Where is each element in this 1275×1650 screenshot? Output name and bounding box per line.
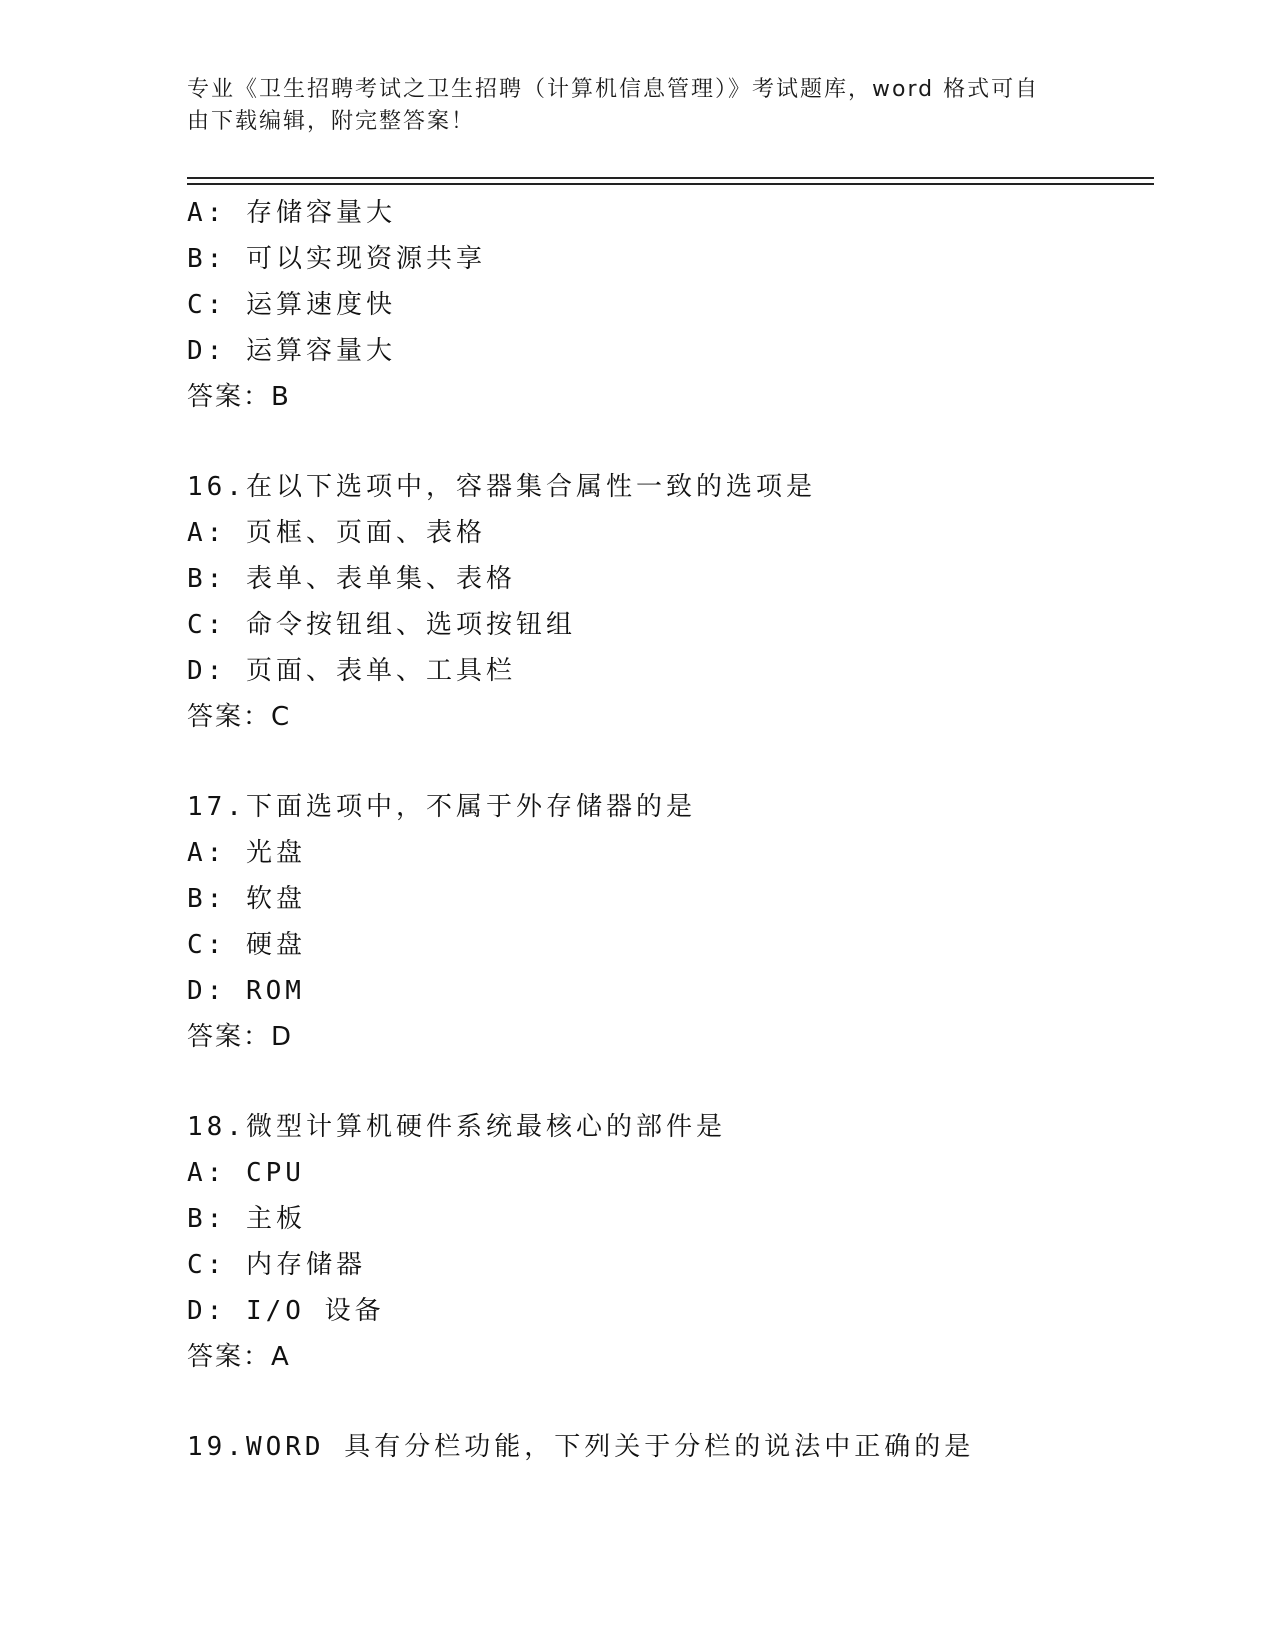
spacer (187, 1060, 1147, 1104)
question-text: 17.下面选项中，不属于外存储器的是 (187, 792, 696, 822)
option-b: B: 可以实现资源共享 (187, 244, 486, 274)
option-a: A: 存储容量大 (187, 198, 396, 228)
option-c: C: 命令按钮组、选项按钮组 (187, 610, 576, 640)
spacer (187, 1380, 1147, 1424)
document-header (187, 74, 1067, 138)
option-a: A: 光盘 (187, 838, 306, 868)
answer: 答案：C (187, 702, 292, 732)
option-b: B: 软盘 (187, 884, 306, 914)
option-d: D: 运算容量大 (187, 336, 396, 366)
question-19-block (187, 1424, 1147, 1470)
option-d: D: ROM (187, 976, 305, 1006)
spacer (187, 420, 1147, 464)
header-line-1: 专业《卫生招聘考试之卫生招聘（计算机信息管理）》考试题库，word 格式可自 (187, 77, 1040, 102)
question-text: 16.在以下选项中，容器集合属性一致的选项是 (187, 472, 816, 502)
header-divider-top (187, 177, 1154, 179)
option-b: B: 主板 (187, 1204, 306, 1234)
spacer (187, 740, 1147, 784)
header-line-2: 由下载编辑，附完整答案！ (187, 109, 476, 134)
question-17-block (187, 784, 1147, 1060)
option-c: C: 内存储器 (187, 1250, 366, 1280)
option-a: A: 页框、页面、表格 (187, 518, 486, 548)
header-divider-bottom (187, 183, 1154, 185)
option-b: B: 表单、表单集、表格 (187, 564, 516, 594)
answer: 答案：B (187, 382, 291, 412)
question-text: 18.微型计算机硬件系统最核心的部件是 (187, 1112, 726, 1142)
question-text: 19.WORD 具有分栏功能，下列关于分栏的说法中正确的是 (187, 1432, 975, 1462)
question-15-block (187, 190, 1147, 420)
option-d: D: 页面、表单、工具栏 (187, 656, 516, 686)
option-d: D: I/O 设备 (187, 1296, 385, 1326)
option-a: A: CPU (187, 1158, 305, 1188)
question-list (187, 190, 1147, 1470)
option-c: C: 运算速度快 (187, 290, 396, 320)
answer: 答案：D (187, 1022, 294, 1052)
question-16-block (187, 464, 1147, 740)
option-c: C: 硬盘 (187, 930, 306, 960)
question-18-block (187, 1104, 1147, 1380)
answer: 答案：A (187, 1342, 291, 1372)
